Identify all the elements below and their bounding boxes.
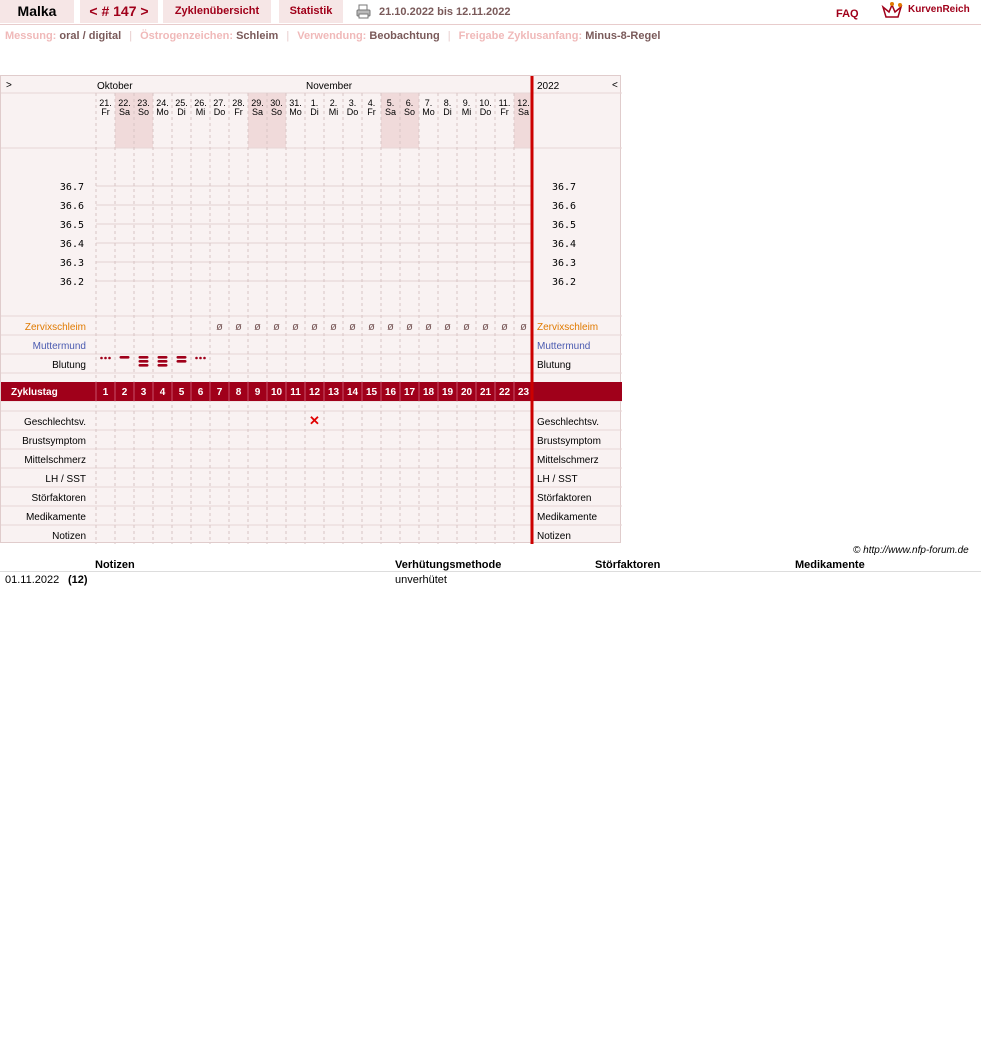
day-weekday-label: Sa [384, 107, 397, 117]
cycle-day-number: 5 [178, 387, 185, 398]
day-date-label: 7. [424, 98, 433, 108]
top-bar [0, 0, 981, 25]
copyright: © http://www.nfp-forum.de [853, 545, 969, 556]
day-weekday-label: Do [213, 107, 226, 117]
note-method: unverhütet [395, 574, 447, 586]
day-weekday-label: Mo [422, 107, 435, 117]
temp-label-right: 36.5 [552, 220, 577, 231]
row-label-mittel-right: Mittelschmerz [537, 455, 599, 466]
row-label-blutung: Blutung [52, 360, 86, 371]
bleeding-mark-heavy [158, 360, 168, 363]
day-date-label: 22. [118, 98, 131, 108]
header-stoerfaktoren: Störfaktoren [595, 559, 661, 571]
mucus-symbol: ø [444, 321, 451, 333]
day-weekday-label: Mi [328, 107, 339, 117]
info-value-messung: oral / digital [59, 30, 122, 42]
day-weekday-label: Sa [251, 107, 264, 117]
note-date: 01.11.2022 [5, 574, 60, 586]
cycle-navigator[interactable]: < # 147 > [80, 0, 158, 23]
bleeding-mark-medium [177, 356, 187, 359]
day-date-label: 26. [194, 98, 207, 108]
note-cycle-day: (12) [68, 574, 88, 586]
mucus-symbol: ø [387, 321, 394, 333]
row-label-stoer: Störfaktoren [31, 493, 86, 504]
header-notizen: Notizen [95, 559, 135, 571]
row-label-medi-right: Medikamente [537, 512, 598, 523]
day-weekday-label: Sa [517, 107, 530, 117]
day-weekday-label: Di [310, 107, 319, 117]
mucus-symbol: ø [406, 321, 413, 333]
day-date-label: 12. [517, 98, 530, 108]
cycle-chart [0, 75, 621, 543]
row-label-lh-right: LH / SST [537, 474, 578, 485]
kurvenreich-logo-icon[interactable] [880, 1, 904, 21]
date-range: 21.10.2022 bis 12.11.2022 [379, 6, 511, 18]
temp-label-right: 36.7 [552, 182, 577, 193]
day-weekday-label: Mo [289, 107, 302, 117]
info-key-verwendung: Verwendung: [297, 30, 367, 42]
mucus-symbol: ø [235, 321, 242, 333]
temp-label-left: 36.7 [59, 182, 84, 193]
mucus-symbol: ø [273, 321, 280, 333]
cycle-day-number: 1 [102, 387, 109, 398]
day-weekday-label: Fr [500, 107, 509, 117]
cycle-day-number: 21 [479, 387, 492, 398]
faq-link[interactable]: FAQ [836, 8, 859, 20]
day-weekday-label: Mi [461, 107, 472, 117]
print-icon[interactable] [356, 4, 371, 19]
info-line: Messung: oral / digital | Östrogenzeichen: Schleim | Verwendung: Beobachtung | Freigabe Zyklusanfang: Minus-8-Regel [5, 30, 661, 42]
day-date-label: 3. [348, 98, 357, 108]
day-date-label: 5. [386, 98, 395, 108]
day-weekday-label: Sa [118, 107, 131, 117]
bleeding-mark-spotting [199, 357, 202, 360]
row-label-notizen-right: Notizen [537, 531, 571, 542]
mucus-symbol: ø [463, 321, 470, 333]
info-value-freigabe: Minus-8-Regel [585, 30, 661, 42]
day-date-label: 21. [99, 98, 112, 108]
temp-label-right: 36.4 [552, 239, 577, 250]
temp-label-left: 36.2 [59, 277, 84, 288]
day-date-label: 11. [498, 98, 511, 108]
row-label-zervix-right: Zervixschleim [537, 322, 599, 333]
row-label-zervix: Zervixschleim [24, 322, 86, 333]
temp-label-left: 36.5 [59, 220, 84, 231]
temp-label-right: 36.6 [552, 201, 577, 212]
cycle-day-number: 10 [270, 387, 283, 398]
cycle-day-number: 22 [498, 387, 511, 398]
month-label-november: November [306, 81, 353, 92]
cycle-day-number: 6 [197, 387, 204, 398]
day-weekday-label: So [270, 107, 283, 117]
day-weekday-label: Di [443, 107, 452, 117]
day-date-label: 9. [462, 98, 471, 108]
cycle-day-number: 13 [327, 387, 340, 398]
chart-nav-next[interactable]: < [612, 80, 618, 91]
row-label-mittel: Mittelschmerz [24, 455, 86, 466]
temp-label-left: 36.4 [59, 239, 84, 250]
day-date-label: 28. [232, 98, 245, 108]
intercourse-mark: ✕ [309, 413, 320, 428]
row-label-mumu: Muttermund [32, 341, 86, 352]
bleeding-mark-spotting [100, 357, 103, 360]
day-weekday-label: Do [346, 107, 359, 117]
day-weekday-label: Fr [101, 107, 110, 117]
info-value-verwendung: Beobachtung [369, 30, 440, 42]
row-label-notizen: Notizen [52, 531, 86, 542]
bleeding-mark-spotting [108, 357, 111, 360]
temp-label-right: 36.2 [552, 277, 577, 288]
cycle-day-number: 23 [517, 387, 530, 398]
row-label-brust-right: Brustsymptom [537, 436, 601, 447]
day-date-label: 30. [270, 98, 283, 108]
tab-statistik[interactable]: Statistik [279, 0, 343, 23]
cycle-chart-svg [1, 76, 622, 544]
day-weekday-label: Di [177, 107, 186, 117]
day-weekday-label: So [137, 107, 150, 117]
zyklustag-label: Zyklustag [11, 387, 58, 398]
bleeding-mark-heavy [139, 364, 149, 367]
mucus-symbol: ø [425, 321, 432, 333]
row-label-medi: Medikamente [25, 512, 86, 523]
info-key-messung: Messung: [5, 30, 57, 42]
header-medikamente: Medikamente [795, 559, 865, 571]
row-label-gv: Geschlechtsv. [23, 417, 86, 428]
mucus-symbol: ø [254, 321, 261, 333]
user-name: Malka [0, 0, 74, 23]
cycle-day-number: 8 [235, 387, 242, 398]
day-date-label: 24. [156, 98, 169, 108]
mucus-symbol: ø [311, 321, 318, 333]
bleeding-mark-medium [177, 360, 187, 363]
cycle-day-number: 19 [441, 387, 454, 398]
row-label-blutung-right: Blutung [537, 360, 571, 371]
day-weekday-label: Mi [195, 107, 206, 117]
day-weekday-label: Do [479, 107, 492, 117]
mucus-symbol: ø [501, 321, 508, 333]
day-weekday-label: Mo [156, 107, 169, 117]
day-date-label: 10. [479, 98, 492, 108]
row-label-gv-right: Geschlechtsv. [537, 417, 600, 428]
info-key-freigabe: Freigabe Zyklusanfang: [458, 30, 583, 42]
cycle-day-number: 12 [308, 387, 321, 398]
info-value-oestrogen: Schleim [236, 30, 279, 42]
mucus-symbol: ø [368, 321, 375, 333]
header-verhuetung: Verhütungsmethode [395, 559, 502, 571]
chart-nav-prev[interactable]: > [6, 80, 12, 91]
day-date-label: 2. [329, 98, 338, 108]
cycle-day-number: 3 [140, 387, 147, 398]
logo-text[interactable]: KurvenReich [908, 4, 970, 15]
month-label-oktober: Oktober [97, 81, 133, 92]
cycle-day-number: 14 [346, 387, 359, 398]
mucus-symbol: ø [330, 321, 337, 333]
cycle-day-number: 20 [460, 387, 473, 398]
bleeding-mark-spotting [104, 357, 107, 360]
tab-zyklenuebersicht[interactable]: Zyklenübersicht [163, 0, 271, 23]
day-date-label: 29. [251, 98, 264, 108]
temp-label-right: 36.3 [552, 258, 577, 269]
temp-label-left: 36.3 [59, 258, 84, 269]
bleeding-mark-spotting [195, 357, 198, 360]
day-date-label: 23. [137, 98, 150, 108]
day-date-label: 31. [289, 98, 302, 108]
day-date-label: 27. [213, 98, 226, 108]
cycle-day-number: 16 [384, 387, 397, 398]
day-date-label: 4. [367, 98, 376, 108]
day-date-label: 1. [310, 98, 319, 108]
cycle-day-number: 2 [121, 387, 128, 398]
year-label: 2022 [537, 81, 560, 92]
row-label-lh: LH / SST [45, 474, 86, 485]
day-date-label: 8. [443, 98, 452, 108]
cycle-day-number: 15 [365, 387, 378, 398]
day-date-label: 25. [175, 98, 188, 108]
bleeding-mark-heavy [139, 356, 149, 359]
temp-label-left: 36.6 [59, 201, 84, 212]
mucus-symbol: ø [520, 321, 527, 333]
row-label-stoer-right: Störfaktoren [537, 493, 592, 504]
mucus-symbol: ø [216, 321, 223, 333]
row-label-mumu-right: Muttermund [537, 341, 591, 352]
mucus-symbol: ø [482, 321, 489, 333]
bleeding-mark-heavy [139, 360, 149, 363]
cycle-day-number: 9 [254, 387, 261, 398]
cycle-day-number: 4 [159, 387, 166, 398]
cycle-day-number: 17 [403, 387, 416, 398]
day-weekday-label: Fr [234, 107, 243, 117]
bleeding-mark-heavy [158, 364, 168, 367]
row-label-brust: Brustsymptom [22, 436, 86, 447]
bleeding-mark-heavy [158, 356, 168, 359]
mucus-symbol: ø [292, 321, 299, 333]
cycle-day-number: 7 [216, 387, 223, 398]
cycle-day-number: 11 [290, 387, 301, 398]
day-date-label: 6. [405, 98, 414, 108]
mucus-symbol: ø [349, 321, 356, 333]
bleeding-mark-light [120, 356, 130, 359]
cycle-day-number: 18 [422, 387, 435, 398]
day-weekday-label: Fr [367, 107, 376, 117]
info-key-oestrogen: Östrogenzeichen: [140, 30, 234, 42]
day-weekday-label: So [403, 107, 416, 117]
bleeding-mark-spotting [203, 357, 206, 360]
